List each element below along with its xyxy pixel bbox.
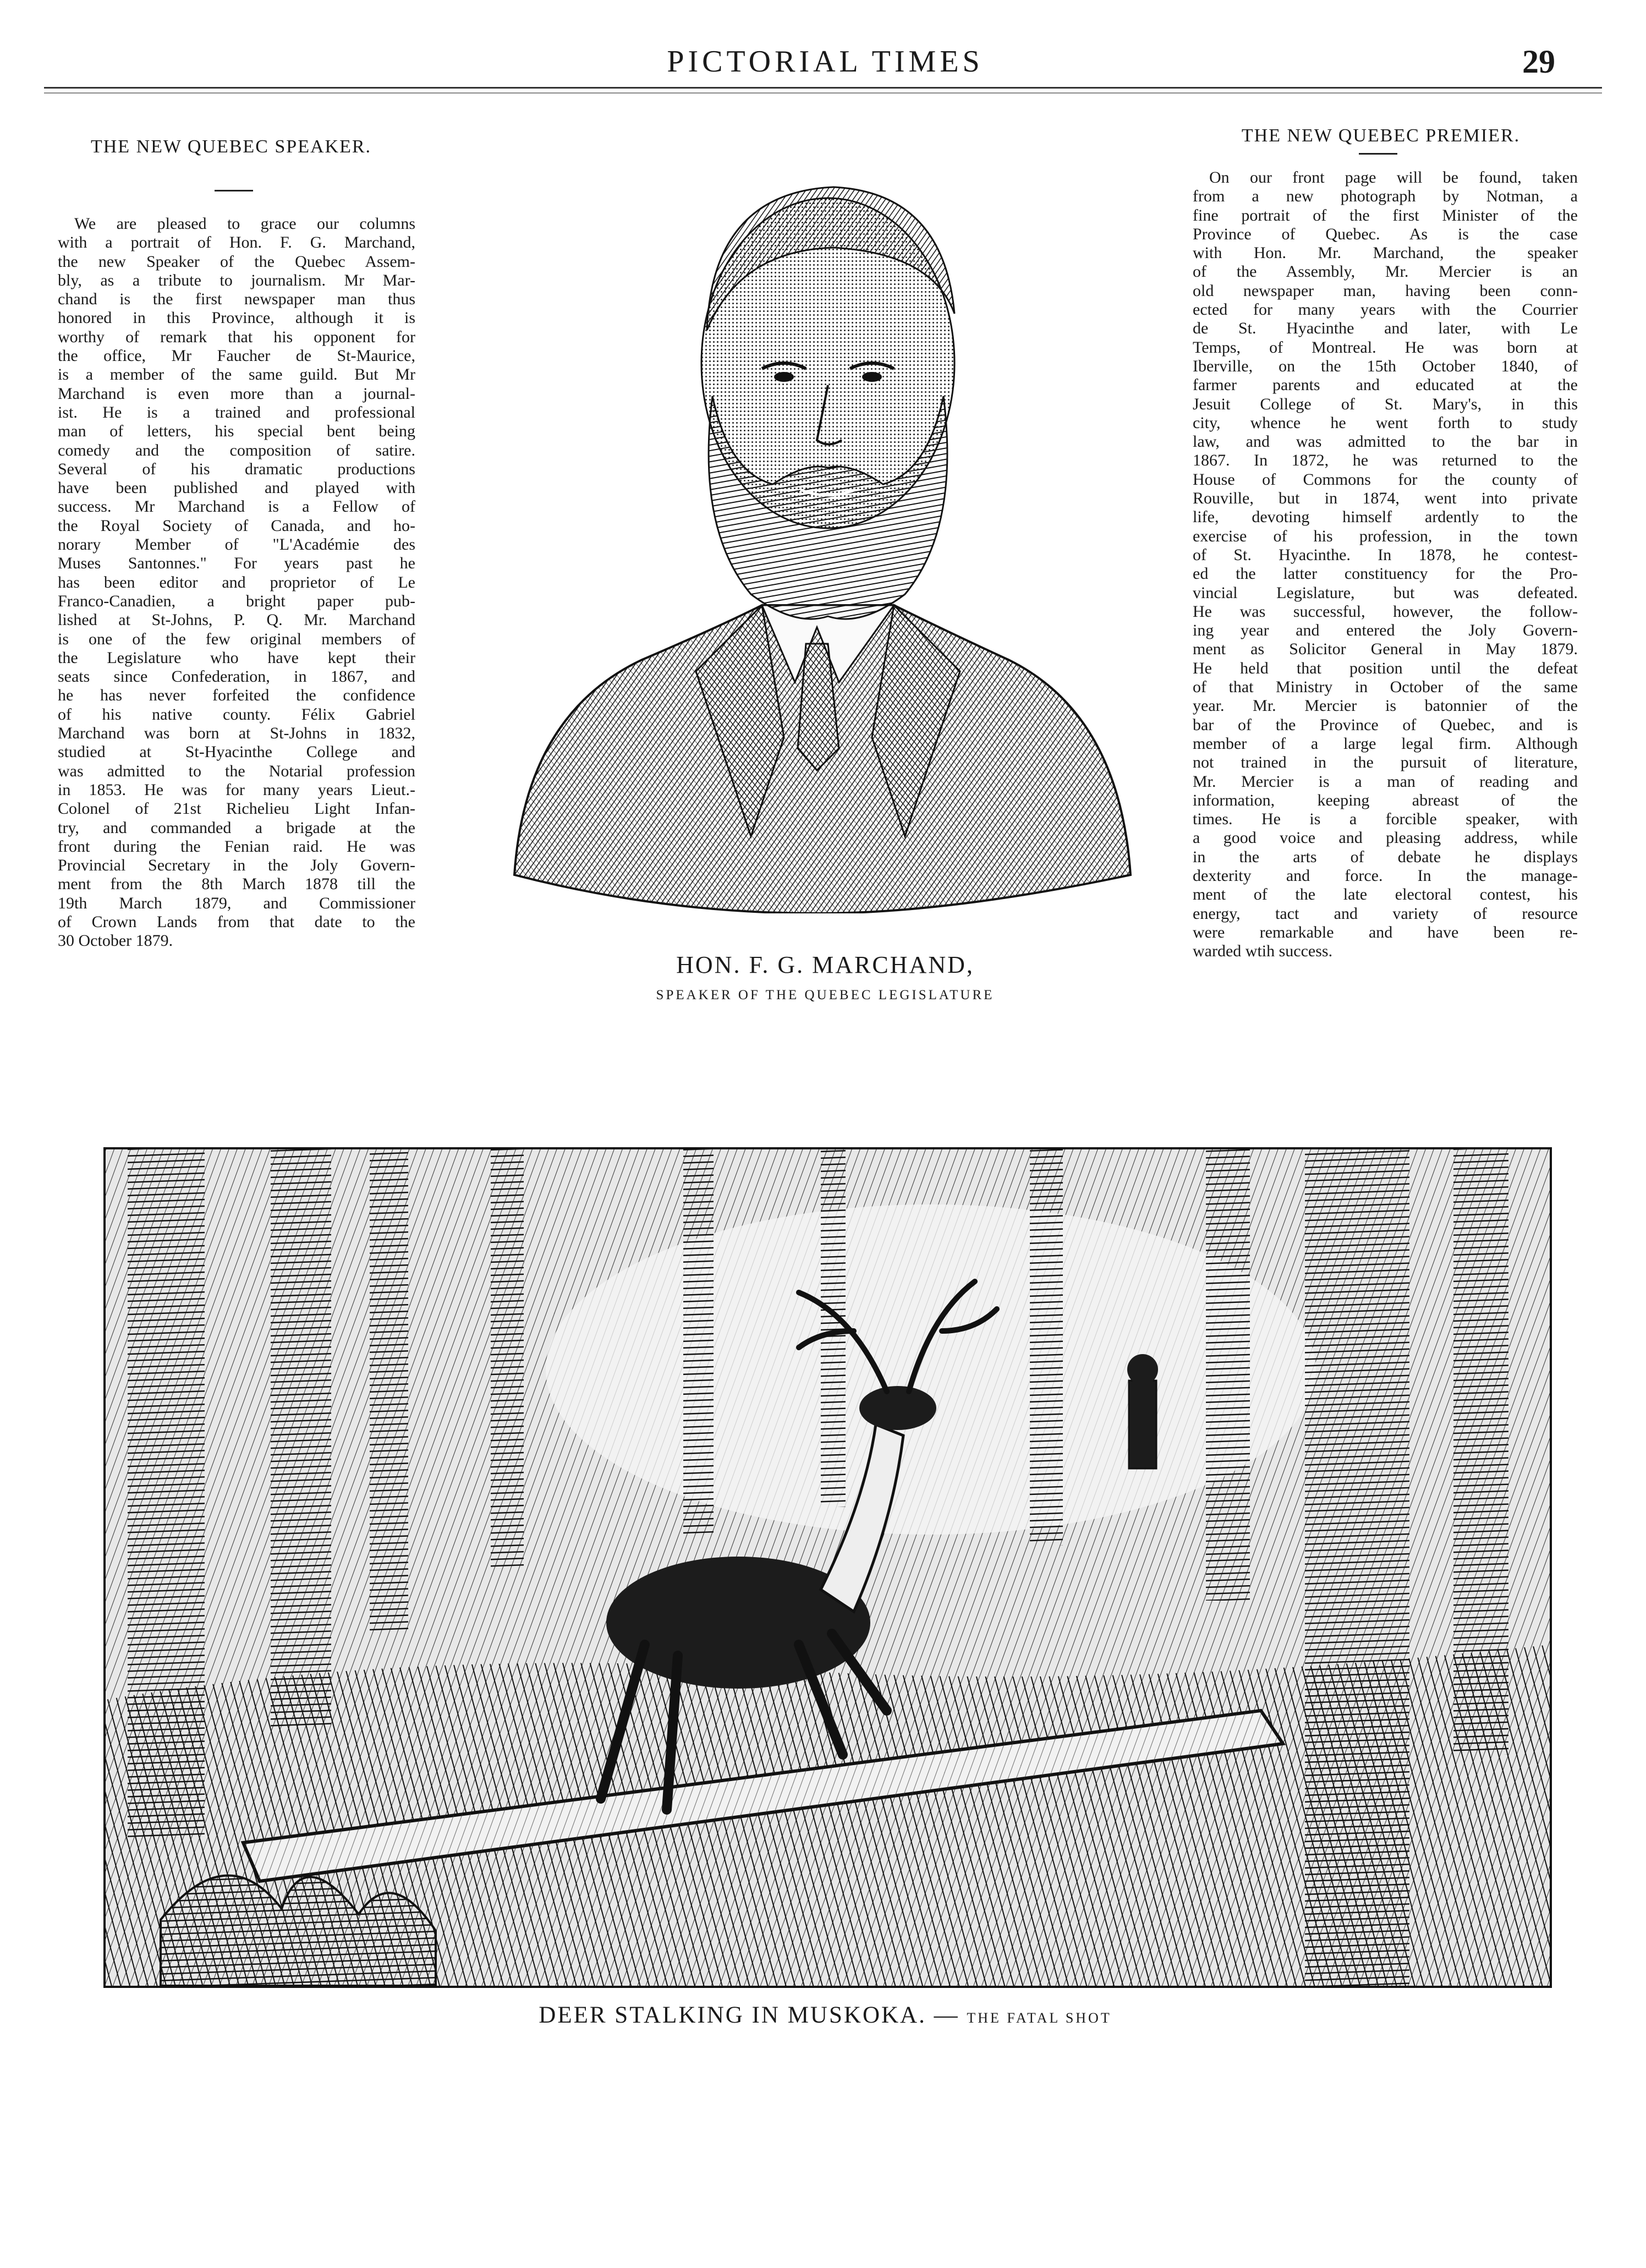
article-line: bly, as a tribute to journalism. Mr Mar- bbox=[58, 271, 415, 289]
engraving-caption bbox=[275, 2002, 1375, 2029]
article-line: is a member of the same guild. But Mr bbox=[58, 365, 415, 384]
article-line: Colonel of 21st Richelieu Light Infan- bbox=[58, 799, 415, 818]
article-line: with a portrait of Hon. F. G. Marchand, bbox=[58, 233, 415, 252]
article-line: House of Commons for the county of bbox=[1193, 470, 1578, 489]
article-line: ed the latter constituency for the Pro- bbox=[1193, 565, 1578, 583]
article-line: Marchand was born at St-Johns in 1832, bbox=[58, 724, 415, 743]
article-line: exercise of his profession, in the town bbox=[1193, 527, 1578, 545]
header-rule bbox=[44, 87, 1602, 89]
article-line: the office, Mr Faucher de St-Maurice, bbox=[58, 347, 415, 365]
article-line: has been editor and proprietor of Le bbox=[58, 573, 415, 591]
article-line: chand is the first newspaper man thus bbox=[58, 290, 415, 309]
article-line: not trained in the pursuit of literature, bbox=[1193, 753, 1578, 772]
left-article-body bbox=[58, 215, 415, 1007]
left-heading-rule bbox=[215, 190, 253, 191]
article-line: ist. He is a trained and professional bbox=[58, 403, 415, 421]
article-line: life, devoting himself ardently to the bbox=[1193, 508, 1578, 527]
article-line: man of letters, his special bent being bbox=[58, 422, 415, 441]
article-line: Iberville, on the 15th October 1840, of bbox=[1193, 357, 1578, 375]
article-line: studied at St-Hyacinthe College and bbox=[58, 743, 415, 762]
article-line: dexterity and force. In the manage- bbox=[1193, 866, 1578, 885]
article-line: of his native county. Félix Gabriel bbox=[58, 705, 415, 724]
article-line: He was successful, however, the follow- bbox=[1193, 602, 1578, 621]
article-line: in 1853. He was for many years Lieut.- bbox=[58, 780, 415, 799]
article-line: city, whence he went forth to study bbox=[1193, 413, 1578, 432]
article-line: energy, tact and variety of resource bbox=[1193, 904, 1578, 923]
article-line: he has never forfeited the confidence bbox=[58, 686, 415, 705]
article-line: farmer parents and educated at the bbox=[1193, 376, 1578, 395]
article-line: vincial Legislature, but was defeated. bbox=[1193, 583, 1578, 602]
article-line: front during the Fenian raid. He was bbox=[58, 837, 415, 856]
article-line: from a new photograph by Notman, a bbox=[1193, 187, 1578, 206]
article-line: Province of Quebec. As is the case bbox=[1193, 224, 1578, 243]
article-line: ment from the 8th March 1878 till the bbox=[58, 875, 415, 894]
article-line: is one of the few original members of bbox=[58, 629, 415, 648]
right-heading-rule bbox=[1359, 153, 1397, 155]
article-line: Provincial Secretary in the Joly Govern- bbox=[58, 856, 415, 875]
article-line: 1867. In 1872, he was returned to the bbox=[1193, 451, 1578, 470]
article-line: of that Ministry in October of the same bbox=[1193, 678, 1578, 697]
article-line: seats since Confederation, in 1867, and bbox=[58, 667, 415, 686]
article-line: Rouville, but in 1874, went into private bbox=[1193, 489, 1578, 508]
article-line: Mr. Mercier is a man of reading and bbox=[1193, 772, 1578, 791]
article-line: in the arts of debate he displays bbox=[1193, 847, 1578, 866]
article-line: were remarkable and have been re- bbox=[1193, 923, 1578, 941]
article-line: 19th March 1879, and Commissioner bbox=[58, 894, 415, 912]
article-line: information, keeping abreast of the bbox=[1193, 791, 1578, 809]
article-line: member of a large legal firm. Although bbox=[1193, 734, 1578, 753]
article-line: old newspaper man, having been conn- bbox=[1193, 281, 1578, 300]
header-rule-secondary bbox=[44, 92, 1602, 94]
article-line: 30 October 1879. bbox=[58, 932, 173, 950]
article-line: Marchand is even more than a journal- bbox=[58, 384, 415, 403]
article-line: bar of the Province of Quebec, and is bbox=[1193, 715, 1578, 734]
article-line: On our front page will be found, taken bbox=[1209, 168, 1578, 187]
article-line: the Legislature who have kept their bbox=[58, 648, 415, 667]
article-line: Jesuit College of St. Mary's, in this bbox=[1193, 395, 1578, 413]
article-line: ment of the late electoral contest, his bbox=[1193, 885, 1578, 904]
article-line: success. Mr Marchand is a Fellow of bbox=[58, 497, 415, 516]
article-line: times. He is a forcible speaker, with bbox=[1193, 810, 1578, 829]
masthead-title: PICTORIAL TIMES bbox=[667, 45, 984, 79]
caption-sub: THE FATAL SHOT bbox=[967, 2010, 1112, 2026]
article-line: a good voice and pleasing address, while bbox=[1193, 829, 1578, 847]
article-line: ing year and entered the Joly Govern- bbox=[1193, 621, 1578, 640]
article-line: fine portrait of the first Minister of the bbox=[1193, 206, 1578, 224]
right-article-body bbox=[1193, 168, 1578, 1027]
article-line: of Crown Lands from that date to the bbox=[58, 912, 415, 931]
page-number: 29 bbox=[1522, 43, 1555, 80]
article-line: have been published and played with bbox=[58, 479, 415, 497]
article-line: Franco-Canadien, a bright paper pub- bbox=[58, 591, 415, 610]
article-line: comedy and the composition of satire. bbox=[58, 441, 415, 459]
article-line: with Hon. Mr. Marchand, the speaker bbox=[1193, 244, 1578, 262]
article-line: Temps, of Montreal. He was born at bbox=[1193, 338, 1578, 357]
article-line: He held that position until the defeat bbox=[1193, 659, 1578, 677]
article-line: worthy of remark that his opponent for bbox=[58, 327, 415, 346]
article-line: of the Assembly, Mr. Mercier is an bbox=[1193, 262, 1578, 281]
article-line: lished at St-Johns, P. Q. Mr. Marchand bbox=[58, 611, 415, 629]
article-line: try, and commanded a brigade at the bbox=[58, 818, 415, 837]
article-line: the Royal Society of Canada, and ho- bbox=[58, 516, 415, 535]
article-line: honored in this Province, although it is bbox=[58, 309, 415, 327]
article-line: We are pleased to grace our columns bbox=[74, 215, 415, 233]
caption-main: DEER STALKING IN MUSKOKA. — bbox=[539, 2002, 959, 2028]
portrait-engraving bbox=[454, 132, 1191, 913]
deer-stalking-engraving bbox=[103, 1147, 1552, 1988]
article-line: of St. Hyacinthe. In 1878, he contest- bbox=[1193, 545, 1578, 564]
portrait-name: HON. F. G. MARCHAND, bbox=[676, 951, 974, 978]
left-article-heading: THE NEW QUEBEC SPEAKER. bbox=[90, 136, 372, 157]
article-line: warded wtih success. bbox=[1193, 942, 1333, 961]
article-line: norary Member of "L'Académie des bbox=[58, 535, 415, 554]
portrait-title: SPEAKER OF THE QUEBEC LEGISLATURE bbox=[656, 988, 995, 1002]
article-line: ment as Solicitor General in May 1879. bbox=[1193, 640, 1578, 659]
article-line: ected for many years with the Courrier bbox=[1193, 300, 1578, 319]
right-article-heading: THE NEW QUEBEC PREMIER. bbox=[1241, 125, 1521, 146]
article-line: year. Mr. Mercier is batonnier of the bbox=[1193, 697, 1578, 715]
article-line: Several of his dramatic productions bbox=[58, 459, 415, 478]
article-line: the new Speaker of the Quebec Assem- bbox=[58, 252, 415, 271]
article-line: Muses Santonnes." For years past he bbox=[58, 554, 415, 573]
article-line: law, and was admitted to the bar in bbox=[1193, 432, 1578, 451]
article-line: de St. Hyacinthe and later, with Le bbox=[1193, 319, 1578, 338]
article-line: was admitted to the Notarial profession bbox=[58, 762, 415, 780]
